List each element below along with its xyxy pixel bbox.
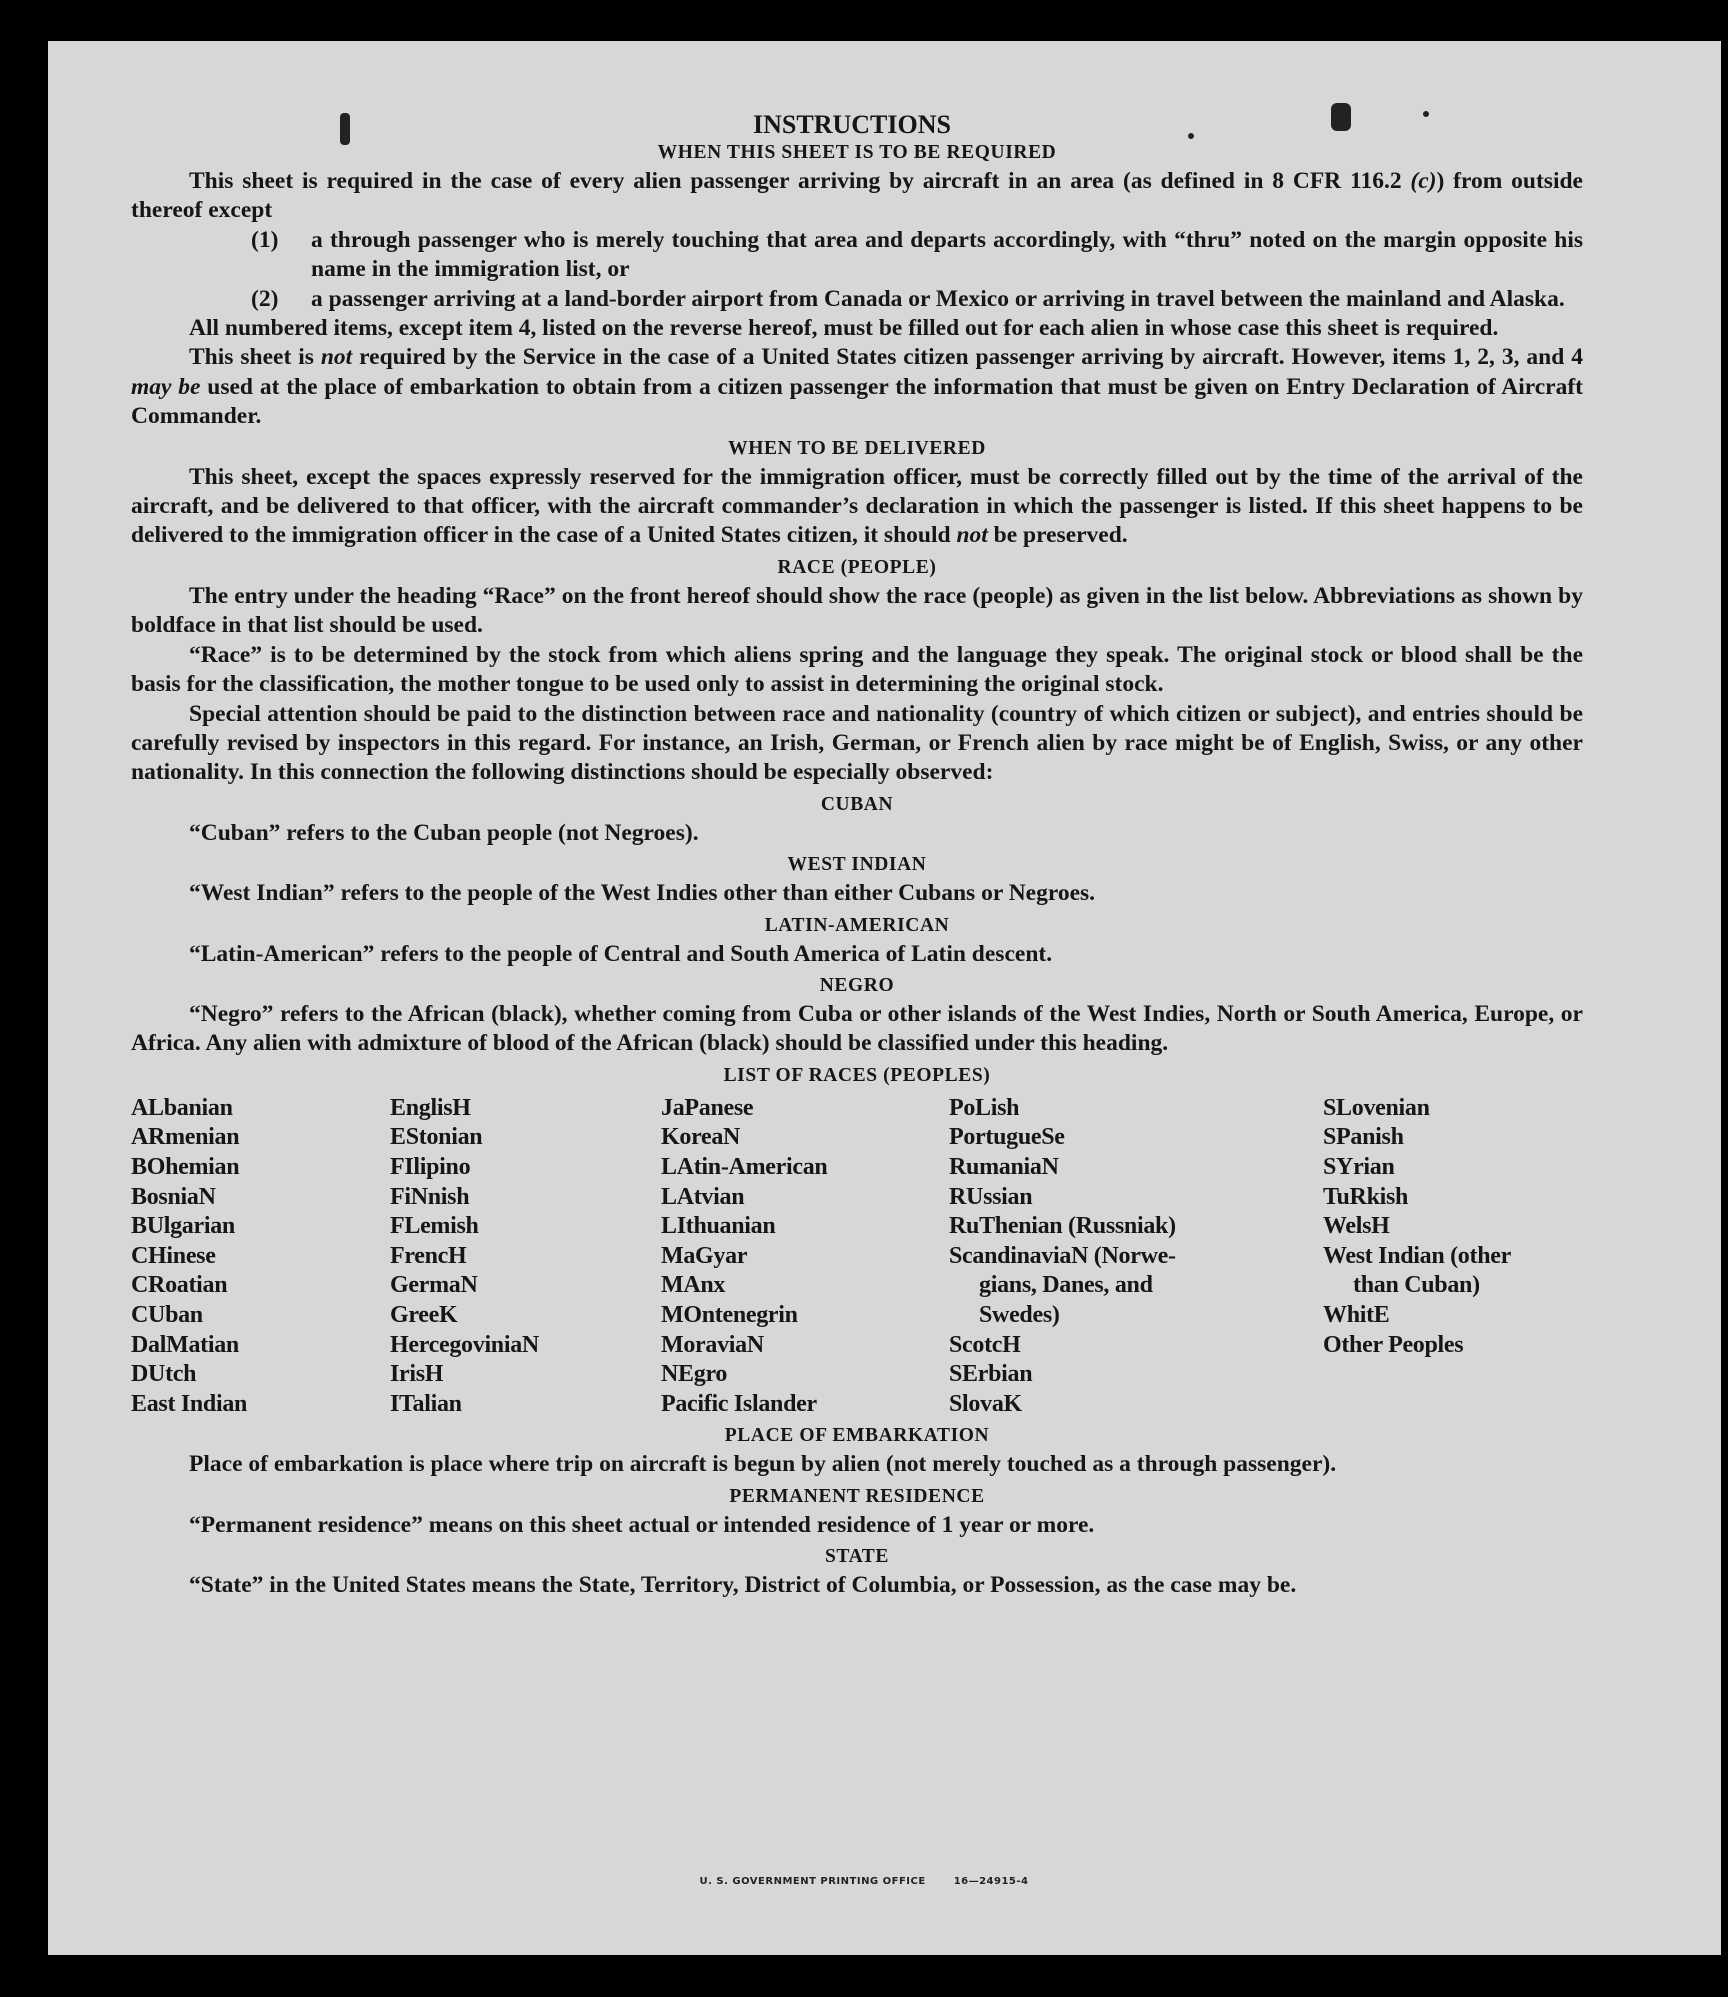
race-entry: SPanish	[1323, 1124, 1404, 1151]
race-entry: LAtin-American	[661, 1153, 828, 1180]
race-entry: Pacific Islander	[661, 1390, 817, 1417]
heading-west-indian: WEST INDIAN	[787, 854, 927, 876]
item-number: (2)	[251, 285, 279, 312]
race-entry: BOhemian	[131, 1153, 240, 1180]
page-title: INSTRUCTIONS	[753, 110, 951, 139]
heading-latin-american: LATIN-AMERICAN	[764, 914, 950, 936]
race-entry: FrencH	[390, 1242, 467, 1269]
race-entry: ITalian	[390, 1390, 462, 1417]
race-entry: gians, Danes, and	[979, 1272, 1153, 1299]
race-entry: DalMatian	[131, 1331, 239, 1358]
paragraph: “Permanent residence” means on this sheet actual or intended residence of 1 year or more.	[189, 1511, 1095, 1538]
item-text: a through passenger who is merely touching that area and departs accordingly, with “thru” noted on the margin opposite his name in the immigration list, or	[311, 226, 1583, 283]
text: used at the place of embarkation to obtain from a citizen passenger the information that must be given on Entry Declaration of Aircraft Commander.	[131, 373, 1583, 430]
heading-cuban: CUBAN	[820, 793, 894, 815]
race-entry: West Indian (other	[1323, 1242, 1511, 1269]
heading-race: RACE (PEOPLE)	[777, 556, 937, 578]
race-entry: than Cuban)	[1353, 1272, 1480, 1299]
race-entry: RuThenian (Russniak)	[949, 1213, 1176, 1240]
races-column	[390, 1094, 661, 1420]
text: (c)	[1410, 168, 1437, 194]
paragraph: “Latin-American” refers to the people of Central and South America of Latin descent.	[189, 940, 1053, 967]
race-entry: LIthuanian	[661, 1213, 776, 1240]
heading-state: STATE	[824, 1546, 890, 1568]
race-entry: FIlipino	[390, 1153, 471, 1180]
paragraph	[131, 167, 1583, 226]
item-number: (1)	[251, 226, 279, 253]
race-entry: EStonian	[390, 1124, 483, 1151]
heading-negro: NEGRO	[819, 974, 895, 996]
race-entry: NEgro	[661, 1361, 728, 1388]
race-entry: LAtvian	[661, 1183, 745, 1210]
race-entry: PoLish	[949, 1094, 1020, 1121]
race-entry: MaGyar	[661, 1242, 748, 1269]
list-item	[251, 226, 1583, 285]
printer-footer	[0, 1876, 1728, 1887]
race-entry: GreeK	[390, 1301, 458, 1328]
text: This sheet is	[189, 344, 321, 371]
race-entry: CHinese	[131, 1242, 216, 1269]
race-entry: Other Peoples	[1323, 1331, 1464, 1358]
race-entry: SlovaK	[949, 1390, 1022, 1417]
races-column	[131, 1094, 390, 1420]
race-entry: RUssian	[949, 1183, 1033, 1210]
heading-list-of-races: LIST OF RACES (PEOPLES)	[723, 1064, 991, 1086]
paragraph: Special attention should be paid to the distinction between race and nationality (country of which citizen or subject), and entries should be carefully revised by inspectors in this regard. For instance, an Irish, German, or French alien by race might be of English, Swiss, or any other nationality. In this connection the following distinctions should be especially observed:	[131, 700, 1583, 786]
paragraph	[131, 343, 1583, 431]
race-entry: PortugueSe	[949, 1124, 1065, 1151]
race-entry: JaPanese	[661, 1094, 754, 1121]
text: The entry under the heading “Race” on the front hereof should show the race (people) as given in the list below. Abbreviations as shown by	[189, 582, 1583, 609]
paragraph	[131, 582, 1583, 641]
text: be preserved.	[987, 522, 1128, 549]
race-entry: DUtch	[131, 1361, 197, 1388]
race-entry: GermaN	[390, 1272, 478, 1299]
race-entry: East Indian	[131, 1390, 248, 1417]
paragraph: “Cuban” refers to the Cuban people (not Negroes).	[189, 819, 699, 846]
race-entry: Swedes)	[979, 1301, 1060, 1328]
paragraph: “Negro” refers to the African (black), whether coming from Cuba or other islands of the West Indies, North or South America, Europe, or Africa. Any alien with admixture of blood of the African (black) should be classified under this heading.	[131, 1000, 1583, 1057]
race-entry: SErbian	[949, 1361, 1033, 1388]
text: This sheet, except the spaces expressly reserved for the immigration officer, must be correctly filled out by the time of the arrival of the aircraft, and be delivered to that officer, with the aircraft commander’s declaration in which the passenger is listed. If this sheet happens to be delivered to the immigration officer in the case of a United States citizen, it should	[131, 463, 1583, 549]
heading-when-delivered: WHEN TO BE DELIVERED	[728, 437, 986, 459]
race-entry: ALbanian	[131, 1094, 233, 1121]
heading-place-of-embarkation: PLACE OF EMBARKATION	[724, 1425, 990, 1447]
race-entry: BUlgarian	[131, 1213, 235, 1240]
paragraph: Place of embarkation is place where trip on aircraft is begun by alien (not merely touched as a through passenger).	[189, 1451, 1337, 1478]
race-entry: SYrian	[1323, 1153, 1395, 1180]
paragraph: “Race” is to be determined by the stock from which aliens spring and the language they speak. The original stock or blood shall be the basis for the classification, the mother tongue to be used only to assist in determining the original stock.	[131, 641, 1583, 698]
race-entry: ScotcH	[949, 1331, 1021, 1358]
races-column	[949, 1094, 1323, 1420]
race-entry: CRoatian	[131, 1272, 228, 1299]
paragraph: All numbered items, except item 4, listed on the reverse hereof, must be filled out for each alien in whose case this sheet is required.	[189, 315, 1499, 342]
race-entry: MAnx	[661, 1272, 726, 1299]
text: boldface	[131, 612, 216, 639]
paragraph: “State” in the United States means the State, Territory, District of Columbia, or Possession, as the case may be.	[189, 1572, 1297, 1599]
race-entry: HercegoviniaN	[390, 1331, 539, 1358]
race-entry: MOntenegrin	[661, 1301, 798, 1328]
race-entry: FiNnish	[390, 1183, 470, 1210]
race-entry: CUban	[131, 1301, 203, 1328]
race-entry: BosniaN	[131, 1183, 216, 1210]
form-number: 16—24915-4	[953, 1876, 1029, 1887]
text: not	[320, 344, 353, 371]
text: required by the Service in the case of a United States citizen passenger arriving by aircraft. However, items 1, 2, 3, and 4	[352, 344, 1583, 371]
instructions-text	[131, 108, 1583, 1601]
item-text: a passenger arriving at a land-border airport from Canada or Mexico or arriving in travel between the mainland and Alaska.	[311, 285, 1565, 312]
text: ) from outside thereof except	[131, 168, 1583, 224]
race-entry: EnglisH	[390, 1094, 471, 1121]
heading-when-required: WHEN THIS SHEET IS TO BE REQUIRED	[657, 142, 1057, 163]
text: may be	[131, 373, 201, 400]
race-entry: WhitE	[1323, 1301, 1390, 1328]
race-entry: ScandinaviaN (Norwe-	[949, 1242, 1176, 1269]
race-entry: IrisH	[390, 1361, 444, 1388]
text: not	[956, 522, 988, 549]
heading-permanent-residence: PERMANENT RESIDENCE	[729, 1485, 985, 1507]
race-entry: RumaniaN	[949, 1153, 1059, 1180]
races-column	[1323, 1094, 1583, 1420]
race-entry: ARmenian	[131, 1124, 240, 1151]
text: This sheet is required in the case of every alien passenger arriving by aircraft in an area (as defined in 8 CFR 116.2	[189, 168, 1411, 194]
paragraph: “West Indian” refers to the people of the West Indies other than either Cubans or Negroes.	[189, 880, 1096, 907]
printer-name: U. S. GOVERNMENT PRINTING OFFICE	[699, 1876, 926, 1887]
race-entry: WelsH	[1323, 1213, 1390, 1240]
race-entry: SLovenian	[1323, 1094, 1430, 1121]
list-item	[251, 285, 1583, 314]
race-entry: TuRkish	[1323, 1183, 1409, 1210]
races-column	[661, 1094, 949, 1420]
text: in that list should be used.	[215, 612, 483, 639]
race-entry: MoraviaN	[661, 1331, 764, 1358]
race-entry: KoreaN	[661, 1124, 741, 1151]
races-list	[131, 1094, 1583, 1420]
race-entry: FLemish	[390, 1213, 479, 1240]
paragraph	[131, 463, 1583, 551]
